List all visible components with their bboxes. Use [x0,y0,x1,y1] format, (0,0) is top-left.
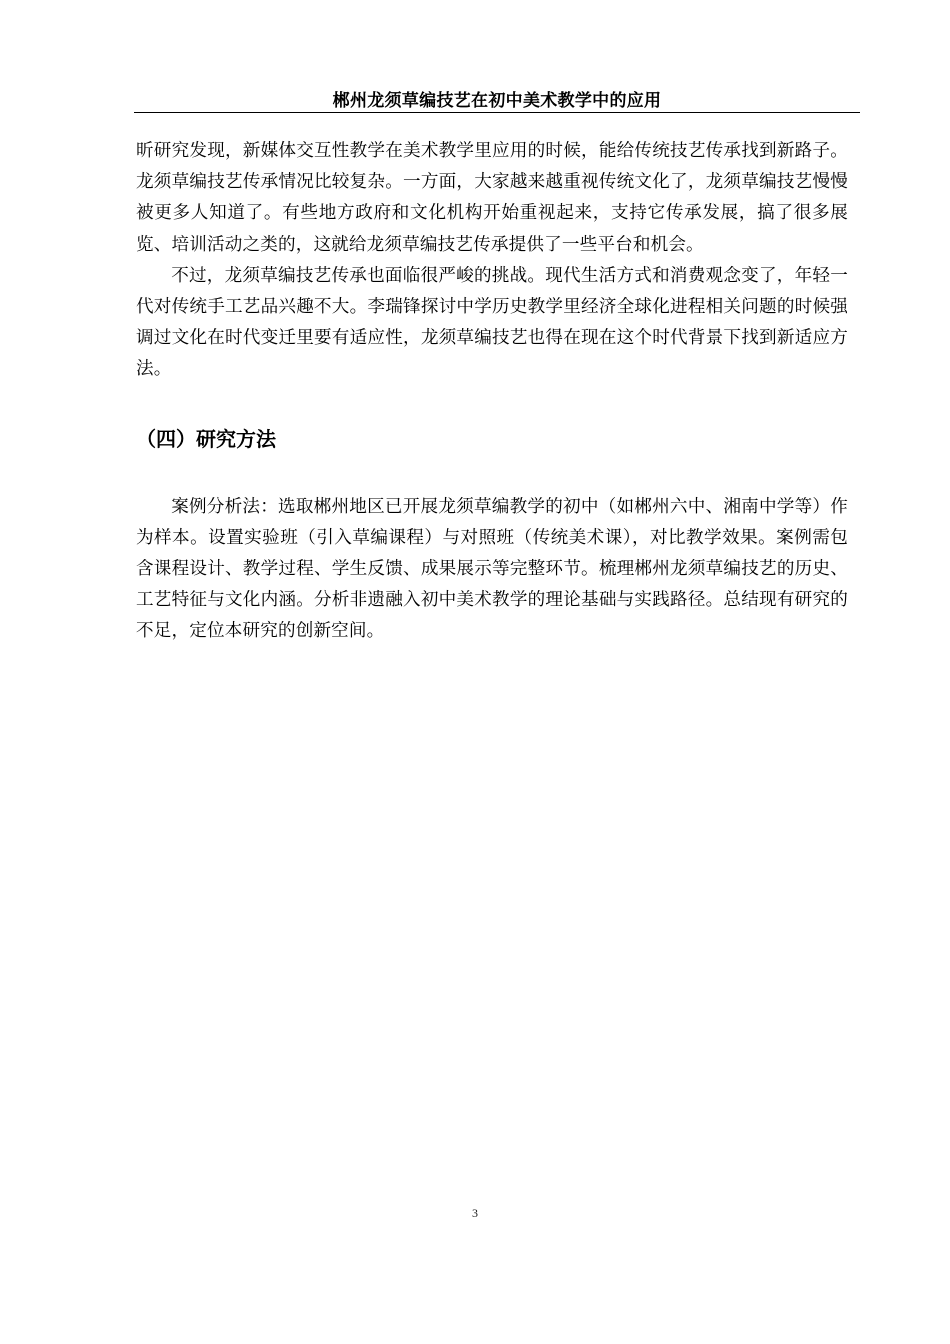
page-number: 3 [472,1206,478,1220]
section-heading: （四）研究方法 [136,426,276,451]
page-body [136,136,848,648]
running-header-title: 郴州龙须草编技艺在初中美术教学中的应用 [332,91,662,111]
header-rule [134,112,860,113]
body-paragraph: 不过，龙须草编技艺传承也面临很严峻的挑战。现代生活方式和消费观念变了，年轻一代对传统手工艺品兴趣不大。李瑞锋探讨中学历史教学里经济全球化进程相关问题的时候强调过文化在时代变迁里要有适应性，龙须草编技艺也得在现在这个时代背景下找到新适应方法。 [136,265,848,380]
body-paragraph: 案例分析法：选取郴州地区已开展龙须草编教学的初中（如郴州六中、湘南中学等）作为样本。设置实验班（引入草编课程）与对照班（传统美术课），对比教学效果。案例需包含课程设计、教学过程、学生反馈、成果展示等完整环节。梳理郴州龙须草编技艺的历史、工艺特征与文化内涵。分析非遗融入初中美术教学的理论基础与实践路径。总结现有研究的不足，定位本研究的创新空间。 [136,496,848,642]
body-paragraph-continued: 昕研究发现，新媒体交互性教学在美术教学里应用的时候，能给传统技艺传承找到新路子。龙须草编技艺传承情况比较复杂。一方面，大家越来越重视传统文化了，龙须草编技艺慢慢被更多人知道了。有些地方政府和文化机构开始重视起来，支持它传承发展，搞了很多展览、培训活动之类的，这就给龙须草编技艺传承提供了一些平台和机会。 [136,141,848,255]
heading-spacer [136,454,848,492]
